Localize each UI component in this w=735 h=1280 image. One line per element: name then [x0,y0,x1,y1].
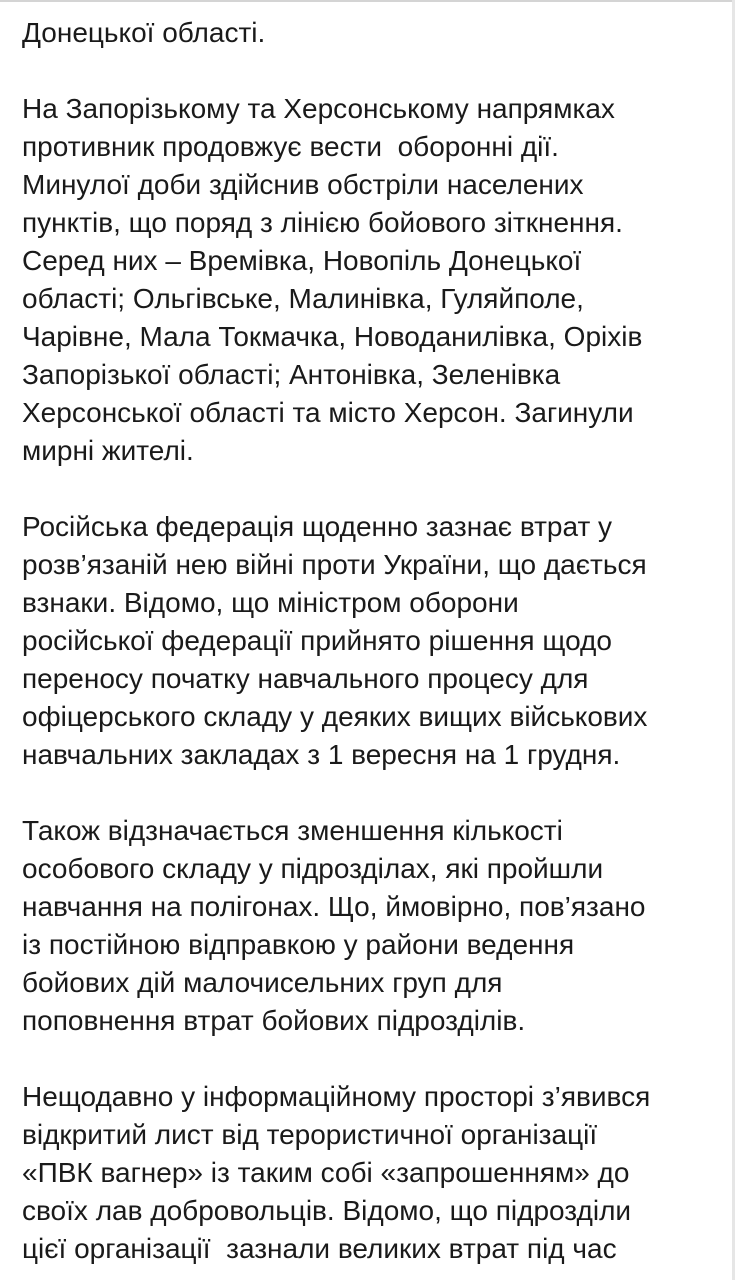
message-paragraph-5 [22,1078,722,1268]
text-line: навчальних закладах з 1 вересня на 1 грудня. [22,739,621,770]
message-paragraph-3 [22,508,722,774]
text-line: бойових дій малочисельних груп для [22,967,503,998]
text-line: відкритий лист від терористичної організації [22,1119,598,1150]
text-line: «ПВК вагнер» із таким собі «запрошенням» до [22,1157,630,1188]
message-paragraph-1 [22,14,722,52]
text-line: області; Ольгівське, Малинівка, Гуляйполе, [22,283,584,314]
text-line: розв’язаній нею війні проти України, що дається [22,549,647,580]
text-line: Херсонської області та місто Херсон. Загинули [22,397,634,428]
text-line: Нещодавно у інформаційному просторі з’явився [22,1081,651,1112]
text-line: із постійною відправкою у райони ведення [22,929,575,960]
text-line: Серед них – Времівка, Новопіль Донецької [22,245,582,276]
message-paragraph-2 [22,90,722,470]
text-line: На Запорізькому та Херсонському напрямках [22,93,615,124]
text-line: навчання на полігонах. Що, ймовірно, пов’язано [22,891,646,922]
text-line: Також відзначається зменшення кількості [22,815,563,846]
text-line: своїх лав добровольців. Відомо, що підрозділи [22,1195,632,1226]
text-line: мирні жителі. [22,435,194,466]
text-line: взнаки. Відомо, що міністром оборони [22,587,519,618]
text-line: офіцерського складу у деяких вищих військових [22,701,648,732]
text-line: Донецької області. [22,17,266,48]
text-line: Чарівне, Мала Токмачка, Новоданилівка, Оріхів [22,321,643,352]
text-line: Минулої доби здійснив обстріли населених [22,169,584,200]
text-line: російської федерації прийнято рішення щодо [22,625,612,656]
text-line: Російська федерація щоденно зазнає втрат у [22,511,613,542]
top-divider [0,0,735,2]
text-line: цієї організації зазнали великих втрат під час [22,1233,617,1264]
text-line: особового складу у підрозділах, які пройшли [22,853,604,884]
text-line: пунктів, що поряд з лінією бойового зіткнення. [22,207,623,238]
message-paragraph-4 [22,812,722,1040]
text-line: переносу початку навчального процесу для [22,663,589,694]
text-line: противник продовжує вести оборонні дії. [22,131,559,162]
text-line: Запорізької області; Антонівка, Зеленівка [22,359,561,390]
text-line: поповнення втрат бойових підрозділів. [22,1005,526,1036]
